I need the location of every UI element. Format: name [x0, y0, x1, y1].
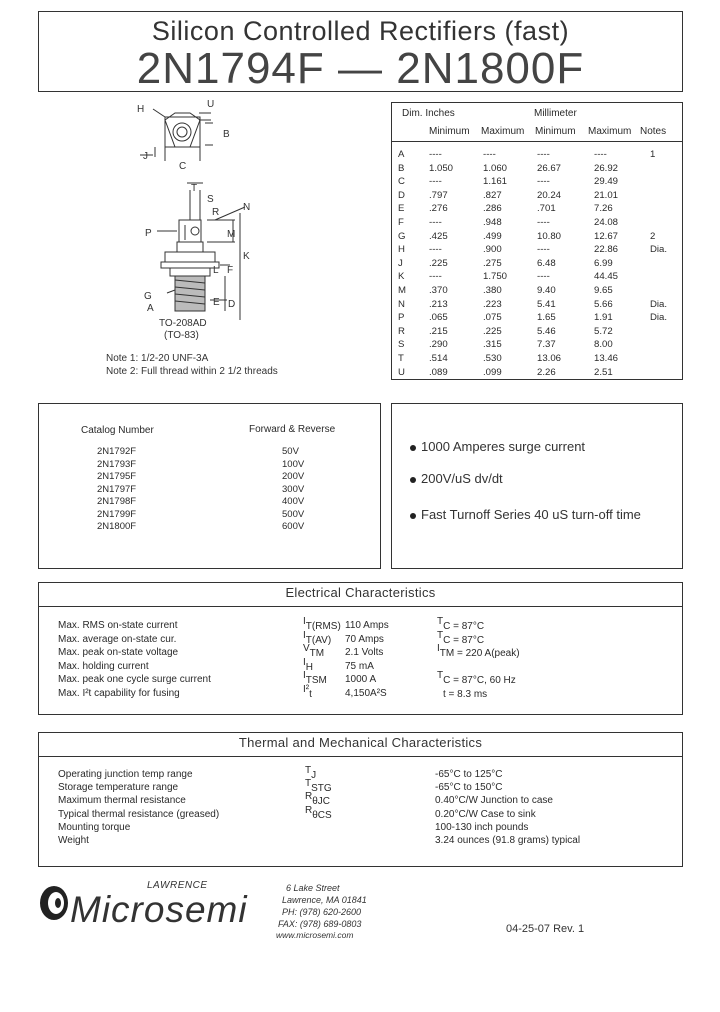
dimension-value: .225	[483, 325, 502, 337]
dimension-value: .315	[483, 339, 502, 351]
dimension-value: 20.24	[537, 189, 562, 201]
package-outline-drawing	[95, 95, 315, 345]
test-condition: TC = 87°C, 60 Hz	[437, 670, 516, 686]
thermal-title: Thermal and Mechanical Characteristics	[238, 735, 483, 750]
thermal-row	[39, 778, 682, 795]
dimension-value: .213	[429, 298, 448, 310]
dimension-value: 5.46	[537, 325, 556, 337]
dimension-value: ----	[537, 244, 550, 256]
dimension-value: 1.750	[483, 271, 508, 283]
part-number-range: 2N1794F — 2N1800F	[136, 44, 585, 93]
bullet-icon	[410, 477, 416, 483]
dim-header-rule	[392, 141, 682, 142]
dimension-letter: H	[398, 244, 405, 256]
dimension-value: 1.050	[429, 162, 454, 174]
dimension-value: .797	[429, 189, 448, 201]
bullet-icon	[410, 513, 416, 519]
dimension-value: ----	[483, 149, 496, 160]
dimension-value: .089	[429, 366, 448, 378]
dimension-row	[392, 217, 682, 230]
dimension-value: 6.48	[537, 257, 556, 269]
feature-item: 200V/uS dv/dt	[410, 471, 503, 486]
dim-label-c: C	[179, 161, 187, 172]
electrical-row	[39, 629, 682, 646]
symbol: ITSM	[303, 670, 327, 686]
dim-label-u: U	[207, 99, 215, 110]
dimension-value: ----	[594, 149, 607, 160]
thermal-row	[39, 821, 682, 834]
catalog-row	[39, 446, 380, 458]
dimension-row	[392, 163, 682, 176]
dimension-value: .900	[483, 244, 502, 256]
dimension-value: .827	[483, 189, 502, 201]
fax-line: FAX: (978) 689-0803	[278, 919, 362, 929]
rating-value: 4,150A²S	[345, 687, 387, 699]
dimension-letter: E	[398, 203, 405, 215]
features-box	[391, 403, 683, 569]
rating-value: 70 Amps	[345, 633, 384, 645]
symbol: IH	[303, 656, 314, 673]
parameter-name: Max. holding current	[58, 660, 149, 672]
symbol: RθCS	[305, 804, 332, 821]
dimension-value: 24.08	[594, 217, 619, 228]
dim-label-b: B	[223, 129, 230, 140]
catalog-row	[39, 509, 380, 521]
dim-label-a: A	[147, 303, 154, 314]
dimension-value: 2	[650, 230, 656, 242]
rating-value: 75 mA	[345, 660, 374, 672]
dimension-row	[392, 176, 682, 189]
catalog-number: 2N1800F	[97, 521, 137, 532]
dimension-value: 2.26	[537, 366, 556, 378]
dim-label-p: P	[145, 228, 152, 239]
dimension-value: 12.67	[594, 230, 619, 242]
dimension-value: ----	[429, 244, 442, 256]
dimension-value: .370	[429, 285, 448, 296]
package-alt-name: (TO-83)	[164, 330, 199, 341]
dimension-value: .276	[429, 203, 448, 215]
thermal-characteristics-box	[38, 732, 683, 867]
dimension-row	[392, 244, 682, 257]
dimension-value: .275	[483, 257, 502, 269]
dim-label-r: R	[212, 207, 220, 218]
voltage-rating: 100V	[282, 458, 305, 470]
voltage-rating: 600V	[282, 521, 305, 532]
dimension-value: ----	[429, 149, 442, 160]
dimension-value: 21.01	[594, 189, 619, 201]
rating-value: 0.20°C/W Case to sink	[435, 808, 536, 820]
dimension-value: 9.40	[537, 285, 556, 296]
dimension-value: .215	[429, 325, 448, 337]
company-wordmark: Microsemi	[70, 889, 248, 930]
dimension-value: .099	[483, 366, 502, 378]
dim-label-g: G	[144, 291, 152, 302]
electrical-row	[39, 670, 682, 686]
dimension-letter: G	[398, 230, 406, 242]
symbol: TJ	[305, 765, 317, 781]
catalog-number: 2N1793F	[97, 458, 137, 470]
test-condition: TC = 87°C	[437, 616, 485, 632]
dimension-value: Dia.	[650, 244, 668, 256]
dim-label-t: T	[191, 183, 198, 194]
dim-label-j: J	[143, 151, 148, 162]
symbol: RθJC	[305, 791, 331, 808]
electrical-characteristics-box	[38, 582, 683, 715]
dimension-value: 5.41	[537, 298, 556, 310]
parameter-name: Weight	[58, 835, 89, 846]
rating-value: 100-130 inch pounds	[435, 821, 529, 833]
thermal-row	[39, 765, 682, 781]
dimension-row	[392, 339, 682, 352]
dim-label-d: D	[228, 299, 236, 310]
dimension-letter: K	[398, 271, 405, 283]
dimension-value: ----	[429, 176, 442, 188]
dimension-value: 7.37	[537, 339, 556, 351]
parameter-name: Max. RMS on-state current	[58, 620, 178, 631]
dimension-value: 44.45	[594, 271, 619, 283]
dimension-value: 1.060	[483, 162, 508, 174]
dimension-letter: J	[398, 257, 403, 269]
symbol: IT(RMS)	[303, 616, 341, 632]
catalog-row	[39, 459, 380, 471]
revision-date: 04-25-07 Rev. 1	[506, 923, 585, 935]
symbol: IT(AV)	[303, 629, 332, 646]
rating-value: 3.24 ounces (91.8 grams) typical	[435, 835, 581, 846]
dimension-value: 5.72	[594, 325, 613, 337]
dim-label-m: M	[227, 229, 236, 240]
parameter-name: Mounting torque	[58, 821, 131, 833]
dimension-value: ----	[429, 271, 442, 283]
catalog-row	[39, 484, 380, 496]
thermal-row	[39, 804, 682, 821]
test-condition: t = 8.3 ms	[443, 688, 488, 700]
microsemi-logo-icon	[38, 884, 70, 922]
electrical-row	[39, 683, 682, 700]
voltage-rating: 200V	[282, 471, 305, 482]
dimension-value: Dia.	[650, 312, 668, 324]
parameter-name: Max. I²t capability for fusing	[58, 687, 180, 699]
electrical-row	[39, 656, 682, 673]
dimension-value: ----	[429, 217, 442, 228]
dimension-value: 1.91	[594, 312, 613, 324]
bullet-icon	[410, 445, 416, 451]
dimension-value: Dia.	[650, 298, 668, 310]
catalog-number: 2N1799F	[97, 508, 137, 520]
dimension-value: 1	[650, 149, 656, 160]
dimension-value: ----	[537, 149, 550, 160]
phone-line: PH: (978) 620-2600	[282, 907, 362, 917]
electrical-title: Electrical Characteristics	[285, 585, 436, 600]
voltage-col-header: Forward & Reverse	[249, 424, 336, 435]
address-line: Lawrence, MA 01841	[282, 895, 367, 905]
electrical-row	[39, 616, 682, 632]
col-max-in: Maximum	[481, 126, 525, 137]
col-min-mm: Minimum	[535, 126, 576, 137]
dimension-letter: N	[398, 298, 405, 310]
dimension-value: 5.66	[594, 298, 613, 310]
dimension-row	[392, 312, 682, 325]
voltage-rating: 300V	[282, 483, 305, 495]
dimension-letter: U	[398, 366, 405, 378]
test-condition: TC = 87°C	[437, 629, 485, 646]
dimension-value: .065	[429, 312, 448, 324]
dimension-row	[392, 203, 682, 216]
dimension-letter: B	[398, 162, 405, 174]
voltage-rating: 400V	[282, 496, 305, 507]
dim-label-l: L	[213, 265, 219, 276]
dimension-value: ----	[537, 271, 550, 283]
dimension-value: 9.65	[594, 285, 613, 296]
catalog-number: 2N1795F	[97, 471, 137, 482]
dim-label-k: K	[243, 251, 250, 262]
package-name: TO-208AD	[159, 318, 207, 329]
dimension-letter: P	[398, 312, 405, 324]
catalog-box	[38, 403, 381, 569]
note-2: Note 2: Full thread within 2 1/2 threads	[106, 366, 278, 377]
rating-value: 2.1 Volts	[345, 647, 384, 658]
website-link[interactable]: www.microsemi.com	[276, 930, 354, 940]
dimension-row	[392, 149, 682, 162]
catalog-number: 2N1797F	[97, 483, 137, 495]
dimension-value: 22.86	[594, 244, 619, 256]
parameter-name: Max. peak on-state voltage	[58, 647, 179, 658]
dimension-row	[392, 367, 682, 380]
rating-value: 0.40°C/W Junction to case	[435, 795, 553, 807]
dimension-letter: R	[398, 325, 405, 337]
dimension-value: ----	[537, 217, 550, 228]
dimension-row	[392, 271, 682, 284]
dim-label-s: S	[207, 194, 214, 205]
parameter-name: Max. average on-state cur.	[58, 633, 177, 645]
dimension-value: 10.80	[537, 230, 562, 242]
dimension-row	[392, 299, 682, 312]
catalog-row	[39, 496, 380, 508]
dimension-value: .286	[483, 203, 502, 215]
company-division: LAWRENCE	[147, 880, 208, 891]
dimension-value: ----	[537, 176, 550, 188]
parameter-name: Typical thermal resistance (greased)	[58, 808, 220, 820]
dimension-value: .948	[483, 217, 502, 228]
dimension-letter: C	[398, 176, 405, 188]
symbol: VTM	[303, 643, 325, 659]
dimension-row	[392, 353, 682, 366]
dimension-value: .075	[483, 312, 502, 324]
electrical-row	[39, 643, 682, 659]
dimension-value: 26.67	[537, 162, 562, 174]
dimension-value: .425	[429, 230, 448, 242]
thermal-row	[39, 834, 682, 847]
dimension-value: 6.99	[594, 257, 613, 269]
catalog-number: 2N1798F	[97, 496, 137, 507]
parameter-name: Operating junction temp range	[58, 769, 193, 780]
dimension-value: 29.49	[594, 176, 619, 188]
dimension-value: .701	[537, 203, 556, 215]
rating-value: 1000 A	[345, 674, 377, 685]
dimension-row	[392, 285, 682, 298]
dimension-value: .514	[429, 353, 448, 364]
dimension-row	[392, 258, 682, 271]
dimension-row	[392, 326, 682, 339]
dimension-value: .380	[483, 285, 502, 296]
parameter-name: Max. peak one cycle surge current	[58, 674, 211, 685]
test-condition: ITM = 220 A(peak)	[437, 643, 520, 659]
dimensions-table-box	[391, 102, 683, 380]
dimension-letter: T	[398, 353, 404, 364]
dimension-value: .499	[483, 230, 502, 242]
dimension-letter: A	[398, 149, 405, 160]
dimension-value: .223	[483, 298, 502, 310]
dimension-value: 8.00	[594, 339, 613, 351]
note-1: Note 1: 1/2-20 UNF-3A	[106, 353, 209, 364]
dim-label-f: F	[227, 265, 234, 276]
feature-item: Fast Turnoff Series 40 uS turn-off time	[410, 507, 641, 522]
dimension-value: 7.26	[594, 203, 613, 215]
dimension-value: 1.161	[483, 176, 508, 188]
symbol: TSTG	[305, 778, 332, 795]
dimension-value: .530	[483, 353, 502, 364]
title-box	[38, 11, 683, 92]
dimension-value: 13.46	[594, 353, 619, 364]
dimension-value: .290	[429, 339, 448, 351]
dimension-value: 26.92	[594, 162, 619, 174]
address-line: 6 Lake Street	[286, 883, 340, 893]
rating-value: -65°C to 125°C	[435, 769, 503, 780]
col-max-mm: Maximum	[588, 126, 632, 137]
parameter-name: Storage temperature range	[58, 782, 179, 794]
rating-value: 110 Amps	[345, 620, 389, 631]
dimension-value: .225	[429, 257, 448, 269]
thermal-row	[39, 791, 682, 808]
voltage-rating: 50V	[282, 446, 299, 457]
dim-header-millimeter: Millimeter	[534, 108, 577, 119]
section-rule	[39, 606, 682, 607]
section-rule	[39, 756, 682, 757]
dim-header-inches: Dim. Inches	[402, 108, 455, 119]
dimension-row	[392, 231, 682, 244]
catalog-col-header: Catalog Number	[81, 425, 154, 436]
symbol: I²t	[303, 683, 312, 700]
dimension-value: 13.06	[537, 353, 562, 364]
col-min-in: Minimum	[429, 126, 470, 137]
dimension-letter: M	[398, 285, 406, 296]
catalog-row	[39, 521, 380, 533]
dimension-letter: D	[398, 189, 405, 201]
catalog-row	[39, 471, 380, 483]
dimension-value: 2.51	[594, 366, 613, 378]
page-title: Silicon Controlled Rectifiers (fast)	[151, 16, 570, 46]
dimension-letter: S	[398, 339, 405, 351]
col-notes: Notes	[640, 126, 667, 137]
voltage-rating: 500V	[282, 508, 305, 520]
dimension-value: 1.65	[537, 312, 556, 324]
dimension-row	[392, 190, 682, 203]
dim-label-h: H	[137, 104, 145, 115]
dim-label-n: N	[243, 202, 251, 213]
dim-label-e: E	[213, 297, 220, 308]
catalog-number: 2N1792F	[97, 446, 137, 457]
feature-item: 1000 Amperes surge current	[410, 439, 585, 454]
rating-value: -65°C to 150°C	[435, 782, 503, 794]
dimension-letter: F	[398, 217, 404, 228]
parameter-name: Maximum thermal resistance	[58, 795, 186, 807]
